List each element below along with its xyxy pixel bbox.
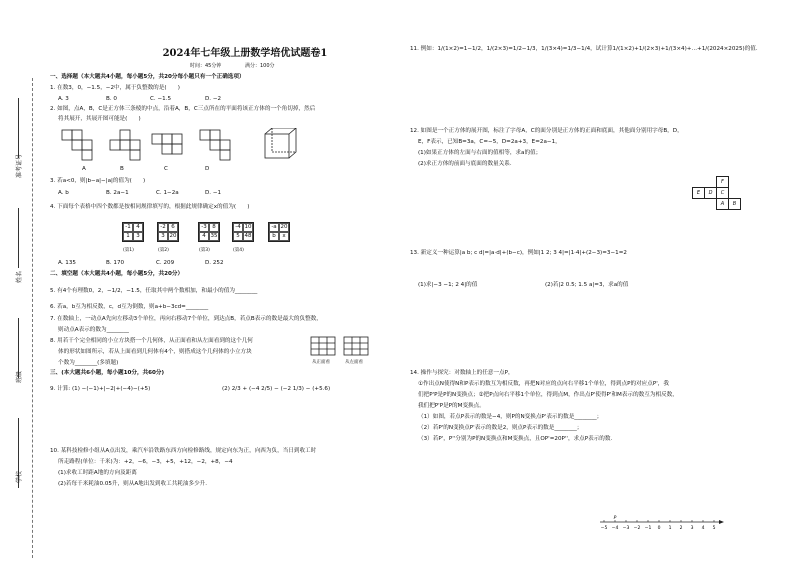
number-line-tick-label: 0 [657, 526, 661, 531]
time-label: 时间：45分钟 [190, 63, 222, 69]
q4-t2-cell: -2 [158, 223, 168, 232]
q2-text-2: 将其展开，其展开图可能是( ) [58, 116, 141, 122]
q4-option-d: D. 252 [205, 260, 224, 266]
q4-option-a: A. 135 [58, 260, 76, 266]
q4-table-2 [157, 222, 179, 242]
q4-t5-cell: x [279, 232, 289, 241]
q5-text: 5. 有4个有理数0，2，−1/2，−1.5，任取其中两个数相加，和最小的值为________ [50, 288, 258, 294]
q2-text-1: 2. 如图，点A，B，C是正方体三条棱的中点，沿着A，B，C三点所在的平面将该正方体的一个角切掉，然后 [50, 106, 316, 112]
q4-t3-cell: -3 [199, 223, 209, 232]
q4-t1-cell: 3 [133, 232, 143, 241]
q4-t3-cell: 8 [209, 223, 219, 232]
net-face-b: B [728, 198, 741, 210]
label-name: 姓名 [16, 270, 23, 283]
number-line-tick-label: −5 [600, 526, 608, 531]
q4-t1-cell: 4 [133, 223, 143, 232]
number-line-arrow [719, 520, 724, 524]
net-face-a: A [716, 198, 729, 210]
q4-caption-4: (第4) [233, 248, 244, 253]
name-line [18, 208, 19, 268]
q4-caption-3: (第3) [199, 248, 210, 253]
exam-no-line [18, 98, 19, 158]
q14-text-4: 我们把P'P是P的M变换点。 [418, 403, 485, 409]
page-title: 2024年七年级上册数学培优试题卷1 [162, 48, 328, 59]
q12-text-3: (1)如果正方体的左面与右面的值相等，求a的值； [418, 150, 542, 156]
label-exam-no: 准考证号 [16, 153, 23, 178]
q4-t3-cell: 35 [210, 233, 218, 239]
q4-caption-1: (第1) [123, 248, 134, 253]
q2-option-b: B [120, 166, 124, 172]
number-line-tick-label: 5 [712, 526, 716, 531]
number-line-tick-label: 1 [668, 526, 672, 531]
number-line-tick-label: −1 [644, 526, 652, 531]
q1-option-c: C. −1.5 [150, 96, 172, 102]
q4-t2-cell: 3 [158, 232, 168, 241]
net-face-f: F [716, 176, 729, 188]
q12-text-2: E，F表示，已知B=3a，C=−5，D=2a+3，E=2a−1， [418, 139, 561, 145]
q14-text-5: （1）如图，若点P表示的数是−4，则P的N变换点P'表示的数是________； [418, 414, 603, 420]
q4-table-5 [268, 222, 290, 242]
q4-t4-cell: 48 [244, 233, 252, 239]
number-line-tick-label: −4 [611, 526, 619, 531]
number-line-point-label: P [613, 516, 617, 521]
class-line [18, 318, 19, 378]
q14-text-2: ①作出点N使得N和P表示的数互为相反数，再把N对应的点向右平移1个单位，得到点P的对应点P'，我 [418, 381, 669, 387]
q10-text-1: 10. 某科技检修小组从A点出发，乘汽车沿铁路东西方向检修路线，规定向东为正，向西为负，当日到收工时 [50, 448, 317, 454]
q4-caption-2: (第2) [158, 248, 169, 253]
q8-caption-left: 从左面看 [345, 360, 363, 365]
q4-t2-cell: 6 [168, 223, 178, 232]
q9-part-1: 9. 计算: (1) −(−1)+|−2|+(−4)−(+5) [50, 386, 151, 392]
q1-text: 1. 在数3，0，−1.5，−2中，属于负整数的是( ) [50, 85, 180, 91]
q3-text: 3. 若a<0，则|b−a|−|a|的值为( ) [50, 178, 146, 184]
q9-part-2: (2) 2/3 + (−4 2/5) − (−2 1/3) − (+5.6) [222, 386, 331, 392]
section-1-heading: 一、选择题（本大题共4小题，每小题5分，共20分每小题只有一个正确选项） [50, 74, 245, 80]
q8-text-3: 个数为________(多填题) [58, 360, 119, 366]
q4-table-3 [198, 222, 220, 242]
q4-t4-cell: 5 [233, 232, 243, 241]
q2-option-a: A [82, 166, 86, 172]
q1-option-b: B. 0 [106, 96, 117, 102]
q14-text-6: （2）若P'的N变换点P'表示的数是2，则点P表示的数是________； [418, 425, 583, 431]
q14-text-3: 们把P'P是P的N变换点；②把P点向右平移1个单位，得到点M，作出点P'使得P'和M表示的数互为相反数， [418, 392, 678, 398]
q12-text-4: (2)求正方体的前面与底面的数量关系. [418, 161, 512, 167]
q4-t1-cell: 1 [123, 232, 133, 241]
q7-text-2: 则动点A表示的数为________ [58, 327, 129, 333]
net-face-e: E [692, 187, 705, 199]
q1-option-a: A. 3 [58, 96, 69, 102]
q4-t5-cell: -a [269, 223, 279, 232]
q6-text: 6. 若a，b互为相反数，c，d互为倒数，则a+b−3cd=________ [50, 304, 209, 310]
binding-dash-line [32, 78, 33, 558]
q4-t2-cell: 20 [169, 233, 177, 239]
section-2-heading: 二、填空题（本大题共4小题，每小题5分，共20分） [50, 271, 184, 277]
q4-t5-cell: 20 [280, 224, 288, 230]
q14-text-7: （3）若P'，P''分别为P的N变换点和M变换点，且OP'=20P''，求点P表示的数. [418, 436, 613, 442]
number-line [600, 514, 725, 534]
q3-option-c: C. 1−2a [156, 190, 179, 196]
number-line-tick-label: 4 [701, 526, 705, 531]
q1-option-d: D. −2 [205, 96, 222, 102]
number-line-tick-label: 2 [679, 526, 683, 531]
q4-table-1 [122, 222, 144, 242]
q2-net-figures [60, 128, 300, 164]
net-face-c: C [716, 187, 729, 199]
q13-text: 13. 新定义一种运算|a b; c d|=|a·d|+(b−c)，例如|1 2; 3 4|=|1·4|+(2−3)=3−1=2 [410, 250, 627, 256]
q8-caption-front: 从正面看 [312, 360, 330, 365]
q4-t5-cell: b [269, 232, 279, 241]
q2-option-c: C [164, 166, 168, 172]
q4-option-c: C. 209 [156, 260, 175, 266]
q11-text: 11. 例如：1/(1×2)=1−1/2，1/(2×3)=1/2−1/3，1/(3×4)=1/3−1/4，试计算1/(1×2)+1/(2×3)+1/(3×4)+…+1/(2024×2025)的值. [410, 46, 758, 52]
q13-part-2: (2)若|2 0.5; 1.5 a|=3，求a的值 [545, 282, 629, 288]
q4-table-4 [232, 222, 254, 242]
q4-t4-cell: 10 [244, 224, 252, 230]
q12-text-1: 12. 如图是一个正方体的展开图，标注了字母A，C的面分别是正方体的正面和底面，其他面分别用字母B，D， [410, 128, 683, 134]
q8-text-1: 8. 用若干个完全相同的小立方块搭一个几何体，从正面看和从左面看到的这个几何 [50, 338, 253, 344]
binding-strip [4, 78, 44, 558]
q8-text-2: 体的形状如图所示，若从上面看到几何体有4个，则搭成这个几何体的小立方块 [58, 349, 252, 355]
q4-t3-cell: 4 [199, 232, 209, 241]
q10-text-4: (2)若每千米耗油0.05升，则从A地出发到收工共耗油多少升. [58, 481, 208, 487]
q4-option-b: B. 170 [106, 260, 125, 266]
score-label: 满分：100分 [245, 63, 275, 69]
net-face-d: D [704, 187, 717, 199]
q10-text-3: (1)求收工时距A地的方向及距离 [58, 470, 137, 476]
q3-option-d: D. −1 [205, 190, 222, 196]
q14-text-1: 14. 操作与探究：对数轴上的任意一点P， [410, 370, 514, 376]
number-line-tick-label: 3 [690, 526, 694, 531]
section-3-heading: 三、(本大题共6小题，每小题10分，共60分) [50, 370, 165, 376]
q7-text-1: 7. 在数轴上，一动点A先向左移动3个单位，再向右移动7个单位，到达点B，若点B表示的数是最大的负整数， [50, 316, 322, 322]
number-line-tick-label: −3 [622, 526, 630, 531]
label-school: 学校 [16, 470, 23, 483]
q10-text-2: 所走路程(单位：千米)为：+2，−6，−3，+5，+12，−2，+8，−4 [58, 459, 233, 465]
q3-option-a: A. b [58, 190, 69, 196]
q4-t1-cell: -1 [123, 223, 133, 232]
q4-text: 4. 下面每个表格中四个数都是按相同规律填写的，根据此规律确定x的值为( ) [50, 204, 250, 210]
q2-option-d: D [205, 166, 210, 172]
q13-part-1: (1)求|−3 −1; 2 4|的值 [418, 282, 478, 288]
q8-view-figures [310, 336, 370, 358]
label-class: 班级 [16, 370, 23, 383]
number-line-tick-label: −2 [633, 526, 641, 531]
q4-t4-cell: -4 [233, 223, 243, 232]
q3-option-b: B. 2a−1 [106, 190, 129, 196]
